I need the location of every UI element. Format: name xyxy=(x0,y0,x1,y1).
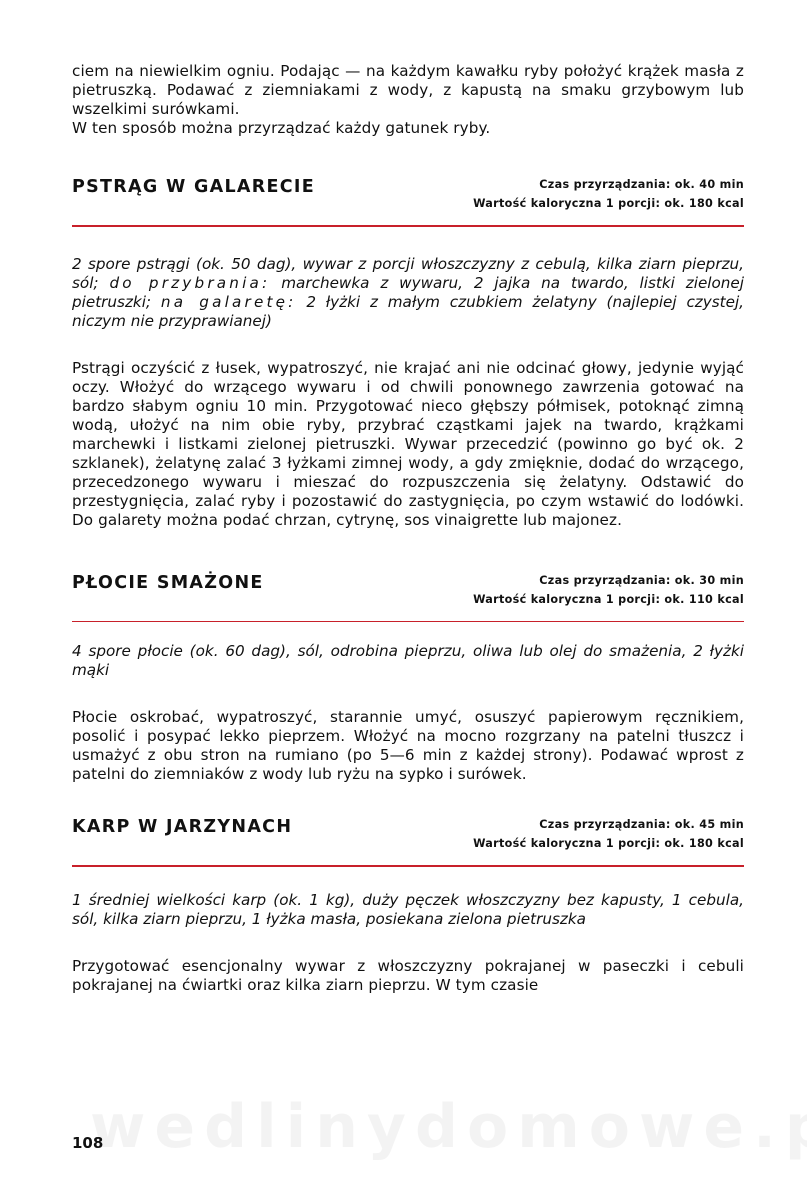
method: Przygotować esencjonalny wywar z włoszczyzny pokrajanej w paseczki i cebuli pokrajanej na ćwiartki oraz kilka ziarn pieprzu. W tym czasie xyxy=(72,956,744,994)
recipe-header xyxy=(72,571,744,609)
section-divider xyxy=(72,225,744,227)
ingredients-subheading: na galaretę: xyxy=(160,292,297,311)
recipe-title: PSTRĄG W GALARECIE xyxy=(72,177,315,197)
recipe-title: KARP W JARZYNACH xyxy=(72,817,293,837)
prep-time: Czas przyrządzania: ok. 30 min xyxy=(539,573,744,587)
recipe-header xyxy=(72,175,744,213)
method: Płocie oskrobać, wypatroszyć, starannie umyć, osuszyć papierowym ręcznikiem, posolić i posypać lekko pieprzem. Włożyć na mocno rozgrzany na patelni tłuszcz i usmażyć z obu stron na rumiano (po 5—6 min z każdej strony). Podawać wprost z patelni do ziemniaków z wody lub ryżu na sypko i surówek. xyxy=(72,708,744,783)
intro-paragraph: ciem na niewielkim ogniu. Podając — na każdym kawałku ryby położyć krążek masła z pietruszką. Podawać z ziemniakami z wody, z kapustą na smaku grzybowym lub wszelkimi surówkami. xyxy=(72,62,744,118)
recipe-title: PŁOCIE SMAŻONE xyxy=(72,572,264,593)
recipe-plocie xyxy=(72,571,744,785)
section-divider xyxy=(72,865,744,867)
ingredients-part: marchewka z wywaru, 2 jajka na twardo, listki zielonej pietruszki; xyxy=(72,273,744,311)
ingredients-subheading: do przybrania: xyxy=(109,273,271,292)
recipe-pstrag xyxy=(72,175,744,530)
prep-time: Czas przyrządzania: ok. 45 min xyxy=(539,818,744,831)
ingredients xyxy=(72,255,744,331)
recipe-meta xyxy=(473,815,744,853)
recipe-meta xyxy=(473,571,744,609)
method: Pstrągi oczyścić z łusek, wypatroszyć, nie krajać ani nie odcinać głowy, jedynie wyjąć oczy. Włożyć do wrzącego wywaru i od chwili ponownego zawrzenia gotować na bardzo słabym ogniu 10 min. Przygotować nieco głębszy półmisek, potoknąć zimną wodą, ułożyć na nim obie ryby, przybrać cząstkami jajek na twardo, krążkami marchewki i listkami zielonej pietruszki. Wywar przecedzić (powinno go być ok. 2 szklanek), żelatynę zalać 3 łyżkami zimnej wody, a gdy zmięknie, dodać do wrzącego, przecedzonego wywaru i mieszać do rozpuszczenia się żelatyny. Odstawić do przestygnięcia, zalać ryby i pozostawić do zastygnięcia, po czym wstawić do lodówki. Do galarety można podać chrzan, cytrynę, sos vinaigrette lub majonez. xyxy=(72,358,744,529)
section-divider xyxy=(72,621,744,623)
recipe-meta xyxy=(473,175,744,213)
ingredients: 1 średniej wielkości karp (ok. 1 kg), duży pęczek włoszczyzny bez kapusty, 1 cebula, sól, kilka ziarn pieprzu, 1 łyżka masła, posiekana zielona pietruszka xyxy=(72,890,744,928)
recipe-header xyxy=(72,815,744,853)
ingredients-part: 2 spore pstrągi (ok. 50 dag), wywar z porcji włoszczyzny z cebulą, kilka ziarn pieprzu, sól; xyxy=(72,254,744,292)
ingredients: 4 spore płocie (ok. 60 dag), sól, odrobina pieprzu, oliwa lub olej do smażenia, 2 łyżki mąki xyxy=(72,642,744,679)
page-content xyxy=(72,62,744,995)
intro-note: W ten sposób można przyrządzać każdy gatunek ryby. xyxy=(72,119,491,137)
calories: Wartość kaloryczna 1 porcji: ok. 180 kcal xyxy=(473,197,744,210)
calories: Wartość kaloryczna 1 porcji: ok. 110 kcal xyxy=(473,592,744,606)
page-number: 108 xyxy=(72,1134,104,1152)
watermark xyxy=(90,1092,730,1162)
calories: Wartość kaloryczna 1 porcji: ok. 180 kcal xyxy=(473,837,744,850)
recipe-karp xyxy=(72,815,744,995)
ingredients-part: 2 łyżki z małym czubkiem żelatyny (najlepiej czystej, niczym nie przyprawianej) xyxy=(72,292,745,330)
prep-time: Czas przyrządzania: ok. 40 min xyxy=(539,178,744,191)
